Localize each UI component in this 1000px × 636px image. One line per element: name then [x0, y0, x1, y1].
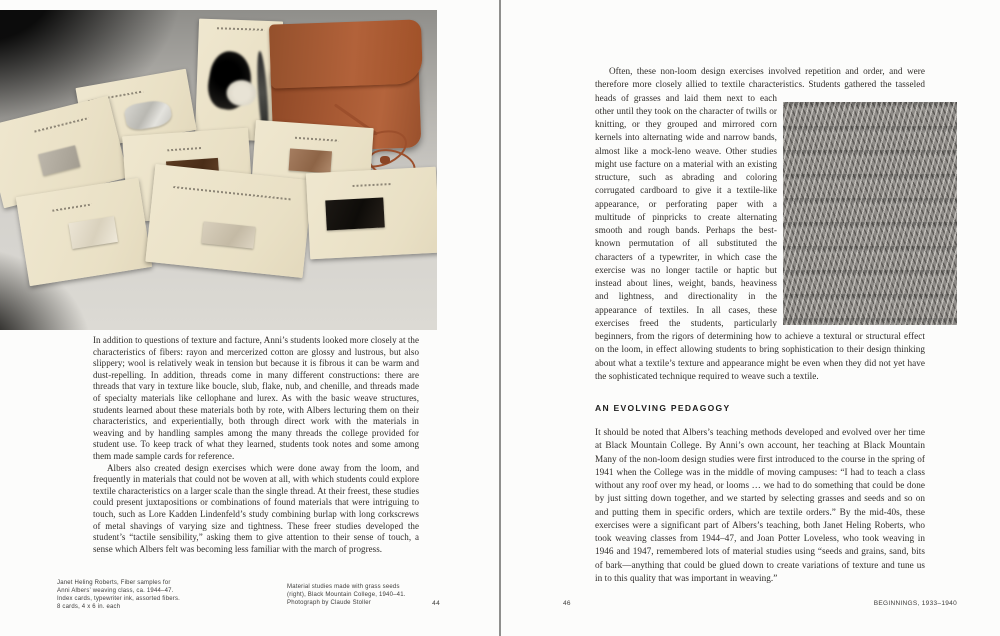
running-footer: BEGINNINGS, 1933–1940 — [873, 600, 957, 607]
leather-cord-knot — [380, 156, 390, 164]
caption-artwork — [57, 579, 197, 611]
section-heading: AN EVOLVING PEDAGOGY — [595, 403, 731, 413]
caption-line: (right), Black Mountain College, 1940–41. — [287, 592, 406, 598]
caption-line: Index cards, typewriter ink, assorted fibers. — [57, 596, 181, 602]
typed-label — [353, 183, 393, 187]
paragraph — [595, 65, 925, 383]
sample-card — [306, 167, 437, 260]
white-fiber-swatch — [68, 216, 118, 249]
paragraph-text: Often, these non-loom design exercises involved repetition and order, and were therefore more closely allied to textile characteristics. Students gathered the tasseled heads of grasses and laid them next to each other until they took on the character of twills or knitting, or they grouped and mirrored corn kernels into alternating wide and narrow bands, almost like a mock-leno weave. Other studies might use facture on a material with an existing structure, such as abrading and coloring corrugated cardboard to give it a textile-like appearance, or perforating paper with a multitude of pinpricks to create alternating smooth and rough bands. Perhaps the best-known permutation of all substituted the characters of a typewriter, in which case the exercise was no longer tactile or haptic but instead about lines, weight, bands, heaviness and lightness, and directionality in the appearance of textiles. In all cases, these exercises freed the students, particularly beginners, from the rigors of determining how to achieve a textural or structural effect on the loom, in effect allowing students to bring sophistication to their design thinking about what a textile’s texture and appearance might be even when they did not yet have the sophisticated technique required to weave such a textile. — [595, 66, 925, 381]
sample-card — [16, 178, 153, 286]
leather-folder-flap — [269, 19, 423, 88]
pale-fiber-swatch — [202, 221, 256, 248]
right-body-text-top — [595, 65, 925, 383]
caption-line: Janet Heling Roberts, Fiber samples for — [57, 580, 171, 586]
caption-line: 8 cards, 4 x 6 in. each — [57, 604, 121, 610]
sample-card — [145, 164, 312, 278]
typed-label — [167, 147, 201, 151]
caption-line: Material studies made with grass seeds — [287, 584, 400, 590]
left-page-number: 44 — [432, 600, 440, 607]
white-fiber-tuft — [226, 80, 257, 107]
paragraph: It should be noted that Albers’s teaching methods developed and evolved over her time at Black Mountain College. By Anni’s own account, her teaching at Black Mountain Many of the non-loom design studies were first introduced to the course in the spring of 1941 when the College was in the middle of moving campuses: “I had to teach a class without any roof over my head, or looms … we had to do something that could be done by just sitting down together, and we started by selecting grasses and seeds and so on and putting them in specific orders, which are textile orders.” By the mid-40s, these exercises were a significant part of Albers’s teaching, both Janet Heling Roberts, who took weaving classes from 1944–47, and Joan Potter Loveless, who took weaving in 1946 and 1947, remembered lots of material studies using “seeds and grains, sand, bits of bark—anything that could be glued down to create variations of texture and tune us in to this quality that was important in weaving.” — [595, 427, 925, 583]
typed-label — [295, 137, 339, 142]
typed-label — [217, 27, 265, 31]
cellophane-swatch — [123, 98, 173, 132]
page-spine-divider — [499, 0, 501, 636]
gray-fiber-swatch — [38, 145, 80, 176]
textile-study-photo — [783, 102, 957, 325]
typed-label — [34, 117, 89, 132]
caption-line: Photograph by Claude Stoller — [287, 600, 371, 606]
fiber-sample-cards-photo — [0, 10, 437, 330]
left-body-text — [93, 335, 419, 555]
tan-fiber-swatch — [289, 148, 332, 173]
typed-label — [173, 186, 291, 200]
right-page-number: 46 — [563, 600, 571, 607]
black-fiber-swatch — [325, 197, 384, 230]
caption-line: Anni Albers’ weaving class, ca. 1944–47. — [57, 588, 174, 594]
right-body-text-bottom — [595, 426, 925, 585]
typed-label — [52, 203, 92, 211]
paragraph: Albers also created design exercises which were done away from the loom, and frequently in materials that could not be woven at all, with which students could explore textile characteristics on a larger scale than the single thread. At their freest, these studies could present juxtapositions or combinations of found materials that were intriguing to touch, such as Lore Kadden Lindenfeld’s study combining burlap with long corkscrews of metal shavings of varying size and tightness. These freer studies developed the student’s “tactile sensibility,” asking them to give attention to their sense of touch, a sense which Albers felt was becoming less familiar with the march of progress. — [93, 462, 419, 554]
paragraph: In addition to questions of texture and facture, Anni’s students looked more closely at the characteristics of fibers: rayon and mercerized cotton are glossy and lustrous, but also slippery; wool is relatively weak in tension but because it is fibrous it can be warm and dust-repelling. In addition, threads come in many different constructions: there are threads that vary in texture like boucle, slub, flake, nub, and chenille, and threads made of specialty materials like cellophane and lurex. As with the basic weave structures, students learned about these materials both by rote, with Albers lecturing them on their characteristics, and experientially, both through direct work with the materials in weaving and by handling samples among the many threads the college provided for student use. To keep track of what they learned, students took notes and some among them made sample cards for reference. — [93, 335, 419, 461]
